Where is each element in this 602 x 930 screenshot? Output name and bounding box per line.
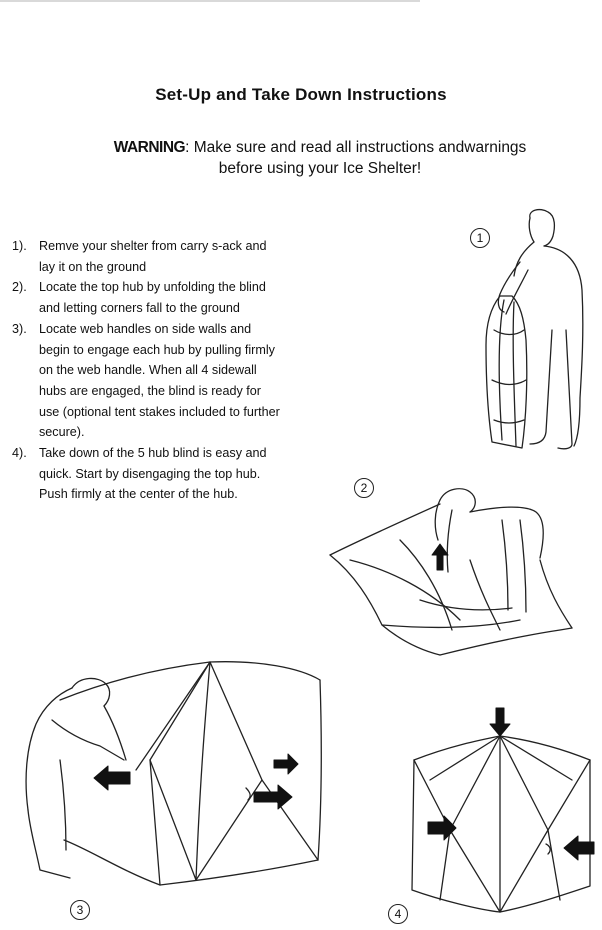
step-text: Take down of the 5 hub blind is easy and quick. Start by disengaging the top hub. Push firmly at the center of the hub.: [39, 446, 267, 502]
figure-4-number: 4: [388, 904, 408, 924]
step-number: 1).: [12, 239, 27, 253]
figure-4-illustration: [412, 708, 594, 912]
step-text: Remve your shelter from carry s-ack and lay it on the ground: [39, 239, 267, 274]
warning-line-2: before using your Ice Shelter!: [218, 160, 422, 177]
step-number: 3).: [12, 321, 27, 336]
figure-3-illustration: [26, 662, 321, 885]
warning-line-1: WARNING: Make sure and read all instructions andwarnings: [113, 139, 527, 156]
figure-2-number: 2: [354, 478, 374, 498]
figure-3-number: 3: [70, 900, 90, 920]
warning-text-1: Make sure and read all instructions andwarnings: [193, 139, 527, 156]
page-title: Set-Up and Take Down Instructions: [155, 85, 447, 104]
step-text: Locate web handles on side walls and begin to engage each hub by pulling firmly on the web handle. When all 4 sidewall hubs are engaged, the blind is ready for use (optional tent stakes included to further secure).: [39, 321, 280, 440]
step-number: 4).: [12, 446, 27, 461]
figure-2-illustration: [330, 489, 572, 655]
step-number: 2).: [12, 280, 27, 295]
warning-label: WARNING: [113, 139, 186, 156]
step-text: Locate the top hub by unfolding the blind and letting corners fall to the ground: [39, 280, 266, 316]
figure-1-illustration: [486, 210, 583, 449]
figure-1-number: 1: [470, 228, 490, 248]
